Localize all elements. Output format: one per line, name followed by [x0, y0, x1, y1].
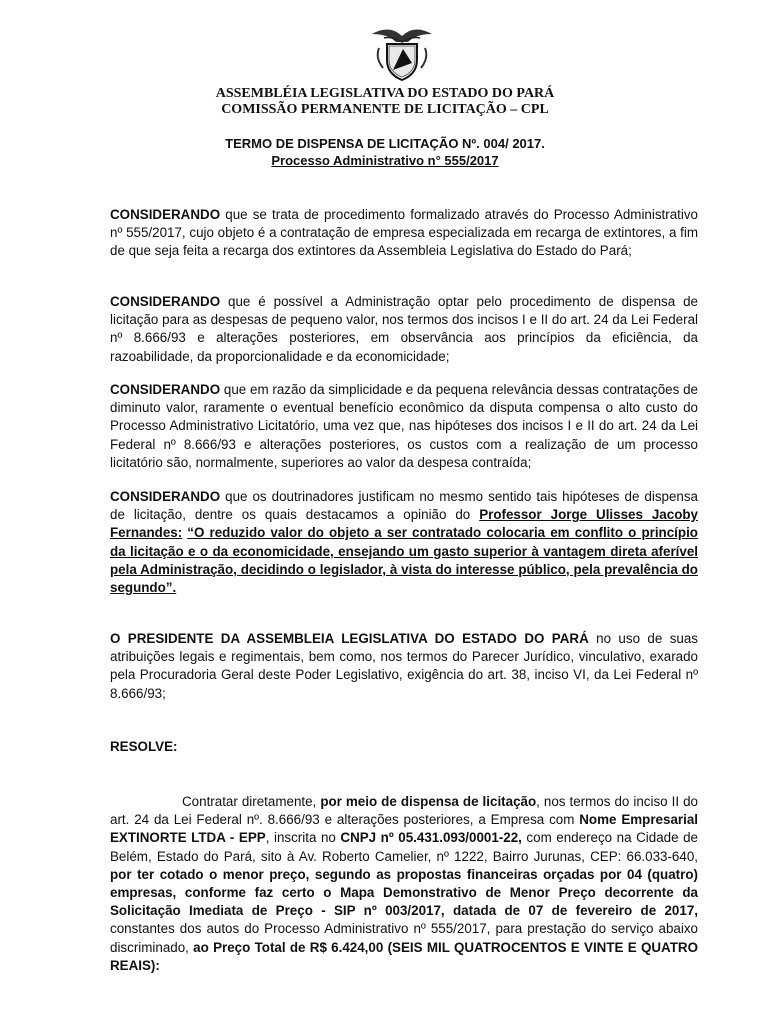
state-coat-of-arms-icon	[370, 22, 434, 82]
presidente-label: O PRESIDENTE DA ASSEMBLEIA LEGISLATIVA DO ESTADO DO PARÁ	[110, 631, 589, 646]
text-run: com endereço na Cidade de Belém, Estado do Pará, sito à Av. Roberto Camelier, nº 1222, Bairro Jurunas, CEP: 66.033-640,	[110, 830, 698, 864]
doctrine-quote: “O reduzido valor do objeto a ser contratado colocaria em conflito o princípio da licitação e o da economicidade, ensejando um gasto superior à vantagem direta aferível pela Administração, decidindo o legislador, à vista do interesse público, pela prevalência do segundo”.	[110, 525, 698, 596]
text-run: , nos termos do inciso II do art. 24 da Lei Federal nº. 8.666/93 e alterações posteriores, a Empresa com	[110, 794, 698, 828]
company-name: Nome Empresarial EXTINORTE LTDA - EPP	[110, 812, 698, 846]
text-run: , inscrita no	[265, 830, 341, 846]
paragraph-considerando-4	[110, 488, 698, 597]
document-title: TERMO DE DISPENSA DE LICITAÇÃO Nº. 004/ 2017.	[225, 136, 545, 151]
bold-run: por ter cotado o menor preço, segundo as propostas financeiras orçadas por 04 (quatro) empresas, conforme faz certo o Mapa Demonstrativo de Menor Preço decorrente da Solicitação Imediata de Preço - SIP nº 003/2017, datada de 07 de fevereiro de 2017,	[110, 866, 698, 919]
paragraph-text: que os doutrinadores justificam no mesmo sentido tais hipóteses de dispensa de licitação, dentre os quais destacamos a opinião do	[110, 489, 698, 523]
cited-author: Professor Jorge Ulisses Jacoby Fernandes:	[110, 507, 698, 541]
total-price: ao Preço Total de R$ 6.424,00 (SEIS MIL QUATROCENTOS E VINTE E QUATRO REAIS):	[110, 939, 698, 973]
paragraph-presidente	[110, 630, 698, 703]
resolve-heading: RESOLVE:	[110, 739, 178, 754]
paragraph-considerando-2	[110, 293, 698, 366]
paragraph-considerando-1	[110, 206, 698, 261]
paragraph-considerando-3	[110, 381, 698, 472]
cnpj: CNPJ nº 05.431.093/0001-22,	[340, 830, 522, 846]
paragraph-text: no uso de suas atribuições legais e regimentais, bem como, nos termos do Parecer Jurídico, vinculativo, exarado pela Procuradoria Geral deste Poder Legislativo, exigência do art. 38, inciso VI, da Lei Federal nº 8.666/93;	[110, 631, 698, 701]
header-line-2: COMISSÃO PERMANENTE DE LICITAÇÃO – CPL	[221, 102, 549, 117]
process-number: Processo Administrativo n° 555/2017	[271, 153, 499, 168]
text-run: constantes dos autos do Processo Administrativo nº 555/2017, para prestação do serviço abaixo discriminado,	[110, 921, 698, 955]
considerando-label: CONSIDERANDO	[110, 382, 221, 397]
header-line-1: ASSEMBLÉIA LEGISLATIVA DO ESTADO DO PARÁ	[215, 86, 555, 101]
paragraph-text: que em razão da simplicidade e da pequena relevância dessas contratações de diminuto valor, raramente o eventual benefício econômico da disputa compensa o alto custo do Processo Administrativo Licitatório, uma vez que, nas hipóteses dos incisos I e II do art. 24 da Lei Federal nº 8.666/93 e alterações posteriores, os custos com a realização de um processo licitatório são, normalmente, superiores ao valor da despesa contraída;	[110, 382, 698, 470]
paragraph-text: que é possível a Administração optar pelo procedimento de dispensa de licitação para as despesas de pequeno valor, nos termos dos incisos I e II do art. 24 da Lei Federal nº 8.666/93 e alterações posteriores, em observância aos princípios da eficiência, da razoabilidade, da proporcionalidade e da economicidade;	[110, 294, 698, 364]
paragraph-resolution	[110, 793, 698, 975]
text-run: Contratar diretamente,	[182, 794, 321, 809]
considerando-label: CONSIDERANDO	[110, 207, 221, 222]
considerando-label: CONSIDERANDO	[110, 489, 221, 504]
considerando-label: CONSIDERANDO	[110, 294, 221, 309]
paragraph-text: que se trata de procedimento formalizado através do Processo Administrativo nº 555/2017, cujo objeto é a contratação de empresa especializada em recarga de extintores, a fim de que seja feita a recarga dos extintores da Assembleia Legislativa do Estado do Pará;	[110, 207, 698, 259]
bold-run: por meio de dispensa de licitação	[320, 794, 537, 809]
